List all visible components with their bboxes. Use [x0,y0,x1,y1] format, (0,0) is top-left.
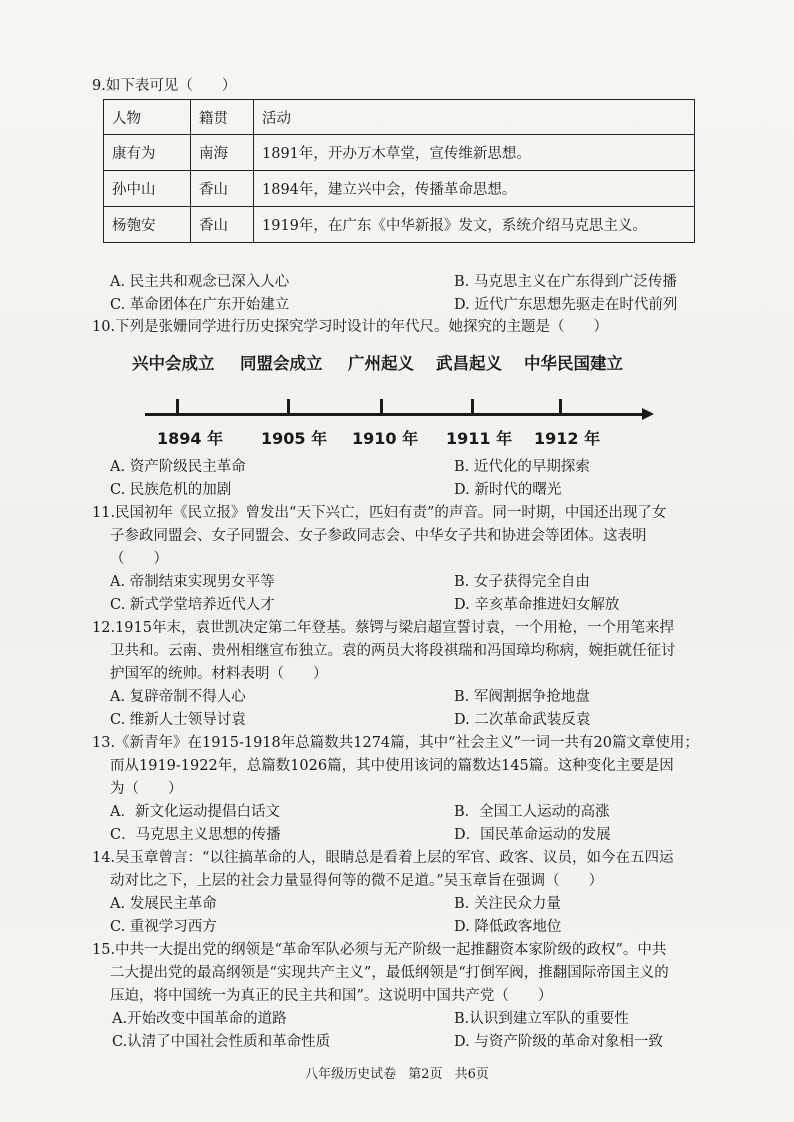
q14-option-a: A. 发展民主革命 [110,896,217,912]
table-cell: 1891年，开办万木草堂，宣传维新思想。 [254,135,695,171]
timeline-event: 广州起义 [348,354,414,373]
timeline-event: 中华民国建立 [524,354,623,373]
q14-option-c: C. 重视学习西方 [110,919,217,935]
timeline-event: 同盟会成立 [240,354,323,373]
q13-option-b: B．全国工人运动的高涨 [454,804,610,820]
q9-table [103,99,695,243]
q9-stem: 9.如下表可见（ ） [92,78,237,94]
q11-line: （ ） [110,551,168,567]
q15-option-a: A.开始改变中国革命的道路 [112,1011,287,1027]
q10-stem: 10.下列是张姗同学进行历史探究学习时设计的年代尺。她探究的主题是（ ） [92,319,609,335]
q13-option-d: D．国民革命运动的发展 [454,827,611,843]
q10-option-c: C. 民族危机的加剧 [110,482,232,498]
q11-option-d: D. 辛亥革命推进妇女解放 [454,597,620,613]
timeline-year: 1905 年 [261,429,328,448]
q15-option-c: C.认清了中国社会性质和革命性质 [112,1034,331,1050]
q9-option-d: D. 近代广东思想先驱走在时代前列 [454,297,678,313]
q12-option-b: B. 军阀割据争抢地盘 [454,689,590,705]
q11-option-b: B. 女子获得完全自由 [454,574,590,590]
q14-line: 14.吴玉章曾言：“以往搞革命的人，眼睛总是看着上层的军官、政客、议员，如今在五四运 [92,850,674,866]
q15-line: 二大提出党的最高纲领是“实现共产主义”，最低纲领是“打倒军阀，推翻国际帝国主义的 [110,965,669,981]
table-cell: 香山 [191,207,254,243]
table-header-cell: 人物 [104,100,191,135]
q11-line: 子参政同盟会、女子同盟会、女子参政同志会、中华女子共和协进会等团体。这表明 [110,528,647,544]
timeline-arrow-icon [642,408,654,420]
timeline-tick [559,399,562,415]
timeline-year: 1912 年 [534,429,601,448]
q13-option-c: C．马克思主义思想的传播 [110,827,281,843]
q12-option-c: C. 维新人士领导讨袁 [110,712,246,728]
q11-option-a: A. 帝制结束实现男女平等 [110,574,275,590]
q11-option-c: C. 新式学堂培养近代人才 [110,597,275,613]
q15-option-d: D. 与资产阶级的革命对象相一致 [454,1034,663,1050]
q10-option-d: D. 新时代的曙光 [454,482,562,498]
page-footer [0,1063,794,1082]
timeline-ruler [100,340,680,460]
q13-option-a: A．新文化运动提倡白话文 [110,804,280,820]
q13-line: 13.《新青年》在1915-1918年总篇数共1274篇，其中“社会主义”一词一共有20篇文章使用； [92,735,699,751]
table-cell: 1894年，建立兴中会，传播革命思想。 [254,171,695,207]
q15-line: 15.中共一大提出党的纲领是“革命军队必须与无产阶级一起推翻资本家阶级的政权”。中共 [92,942,667,958]
table-cell: 孙中山 [104,171,191,207]
q12-option-d: D. 二次革命武装反袁 [454,712,591,728]
timeline-year: 1894 年 [157,429,224,448]
timeline-tick [287,399,290,415]
table-cell: 香山 [191,171,254,207]
q15-line: 压迫，将中国统一为真正的民主共和国”。这说明中国共产党（ ） [110,988,553,1004]
q13-line: 而从1919-1922年，总篇数1026篇，其中使用该词的篇数达145篇。这种变化主要是因 [110,758,674,774]
timeline-tick [471,399,474,415]
q14-line: 动对比之下，上层的社会力量显得何等的微不足道。”吴玉章旨在强调（ ） [110,873,604,889]
table-header-cell: 活动 [254,100,695,135]
table-cell: 杨匏安 [104,207,191,243]
timeline-axis [145,413,645,416]
table-row [104,171,695,207]
footer-page-total: 共6页 [454,1067,489,1082]
timeline-year: 1911 年 [446,429,513,448]
timeline-event: 武昌起义 [436,354,502,373]
q13-line: 为（ ） [110,781,183,797]
q9-option-c: C. 革命团体在广东开始建立 [110,297,290,313]
q12-line: 12.1915年末，袁世凯决定第二年登基。蔡锷与梁启超宣誓讨袁，一个用枪，一个用笔来捍 [92,620,674,636]
table-row [104,207,695,243]
table-row [104,135,695,171]
table-header-cell: 籍贯 [191,100,254,135]
q9-option-b: B. 马克思主义在广东得到广泛传播 [454,274,677,290]
q14-option-b: B. 关注民众力量 [454,896,561,912]
table-cell: 南海 [191,135,254,171]
footer-title: 八年级历史试卷 [305,1067,397,1082]
q15-option-b: B.认识到建立军队的重要性 [454,1011,629,1027]
timeline-tick [176,399,179,415]
q11-line: 11.民国初年《民立报》曾发出“天下兴亡，匹妇有责”的声音。同一时期，中国还出现了女 [92,505,667,521]
q10-option-b: B. 近代化的早期探索 [454,459,590,475]
timeline-event: 兴中会成立 [132,354,215,373]
timeline-year: 1910 年 [352,429,419,448]
q12-line: 卫共和。云南、贵州相继宣布独立。袁的两员大将段祺瑞和冯国璋均称病，婉拒就任征讨 [110,643,676,659]
q12-line: 护国军的统帅。材料表明（ ） [110,666,328,682]
q12-option-a: A. 复辟帝制不得人心 [110,689,246,705]
timeline-tick [380,399,383,415]
q10-option-a: A. 资产阶级民主革命 [110,459,246,475]
q14-option-d: D. 降低政客地位 [454,919,562,935]
table-cell: 康有为 [104,135,191,171]
footer-page-number: 第2页 [408,1067,443,1082]
table-header-row [104,100,695,135]
table-cell: 1919年，在广东《中华新报》发文，系统介绍马克思主义。 [254,207,695,243]
q9-option-a: A. 民主共和观念已深入人心 [110,274,290,290]
